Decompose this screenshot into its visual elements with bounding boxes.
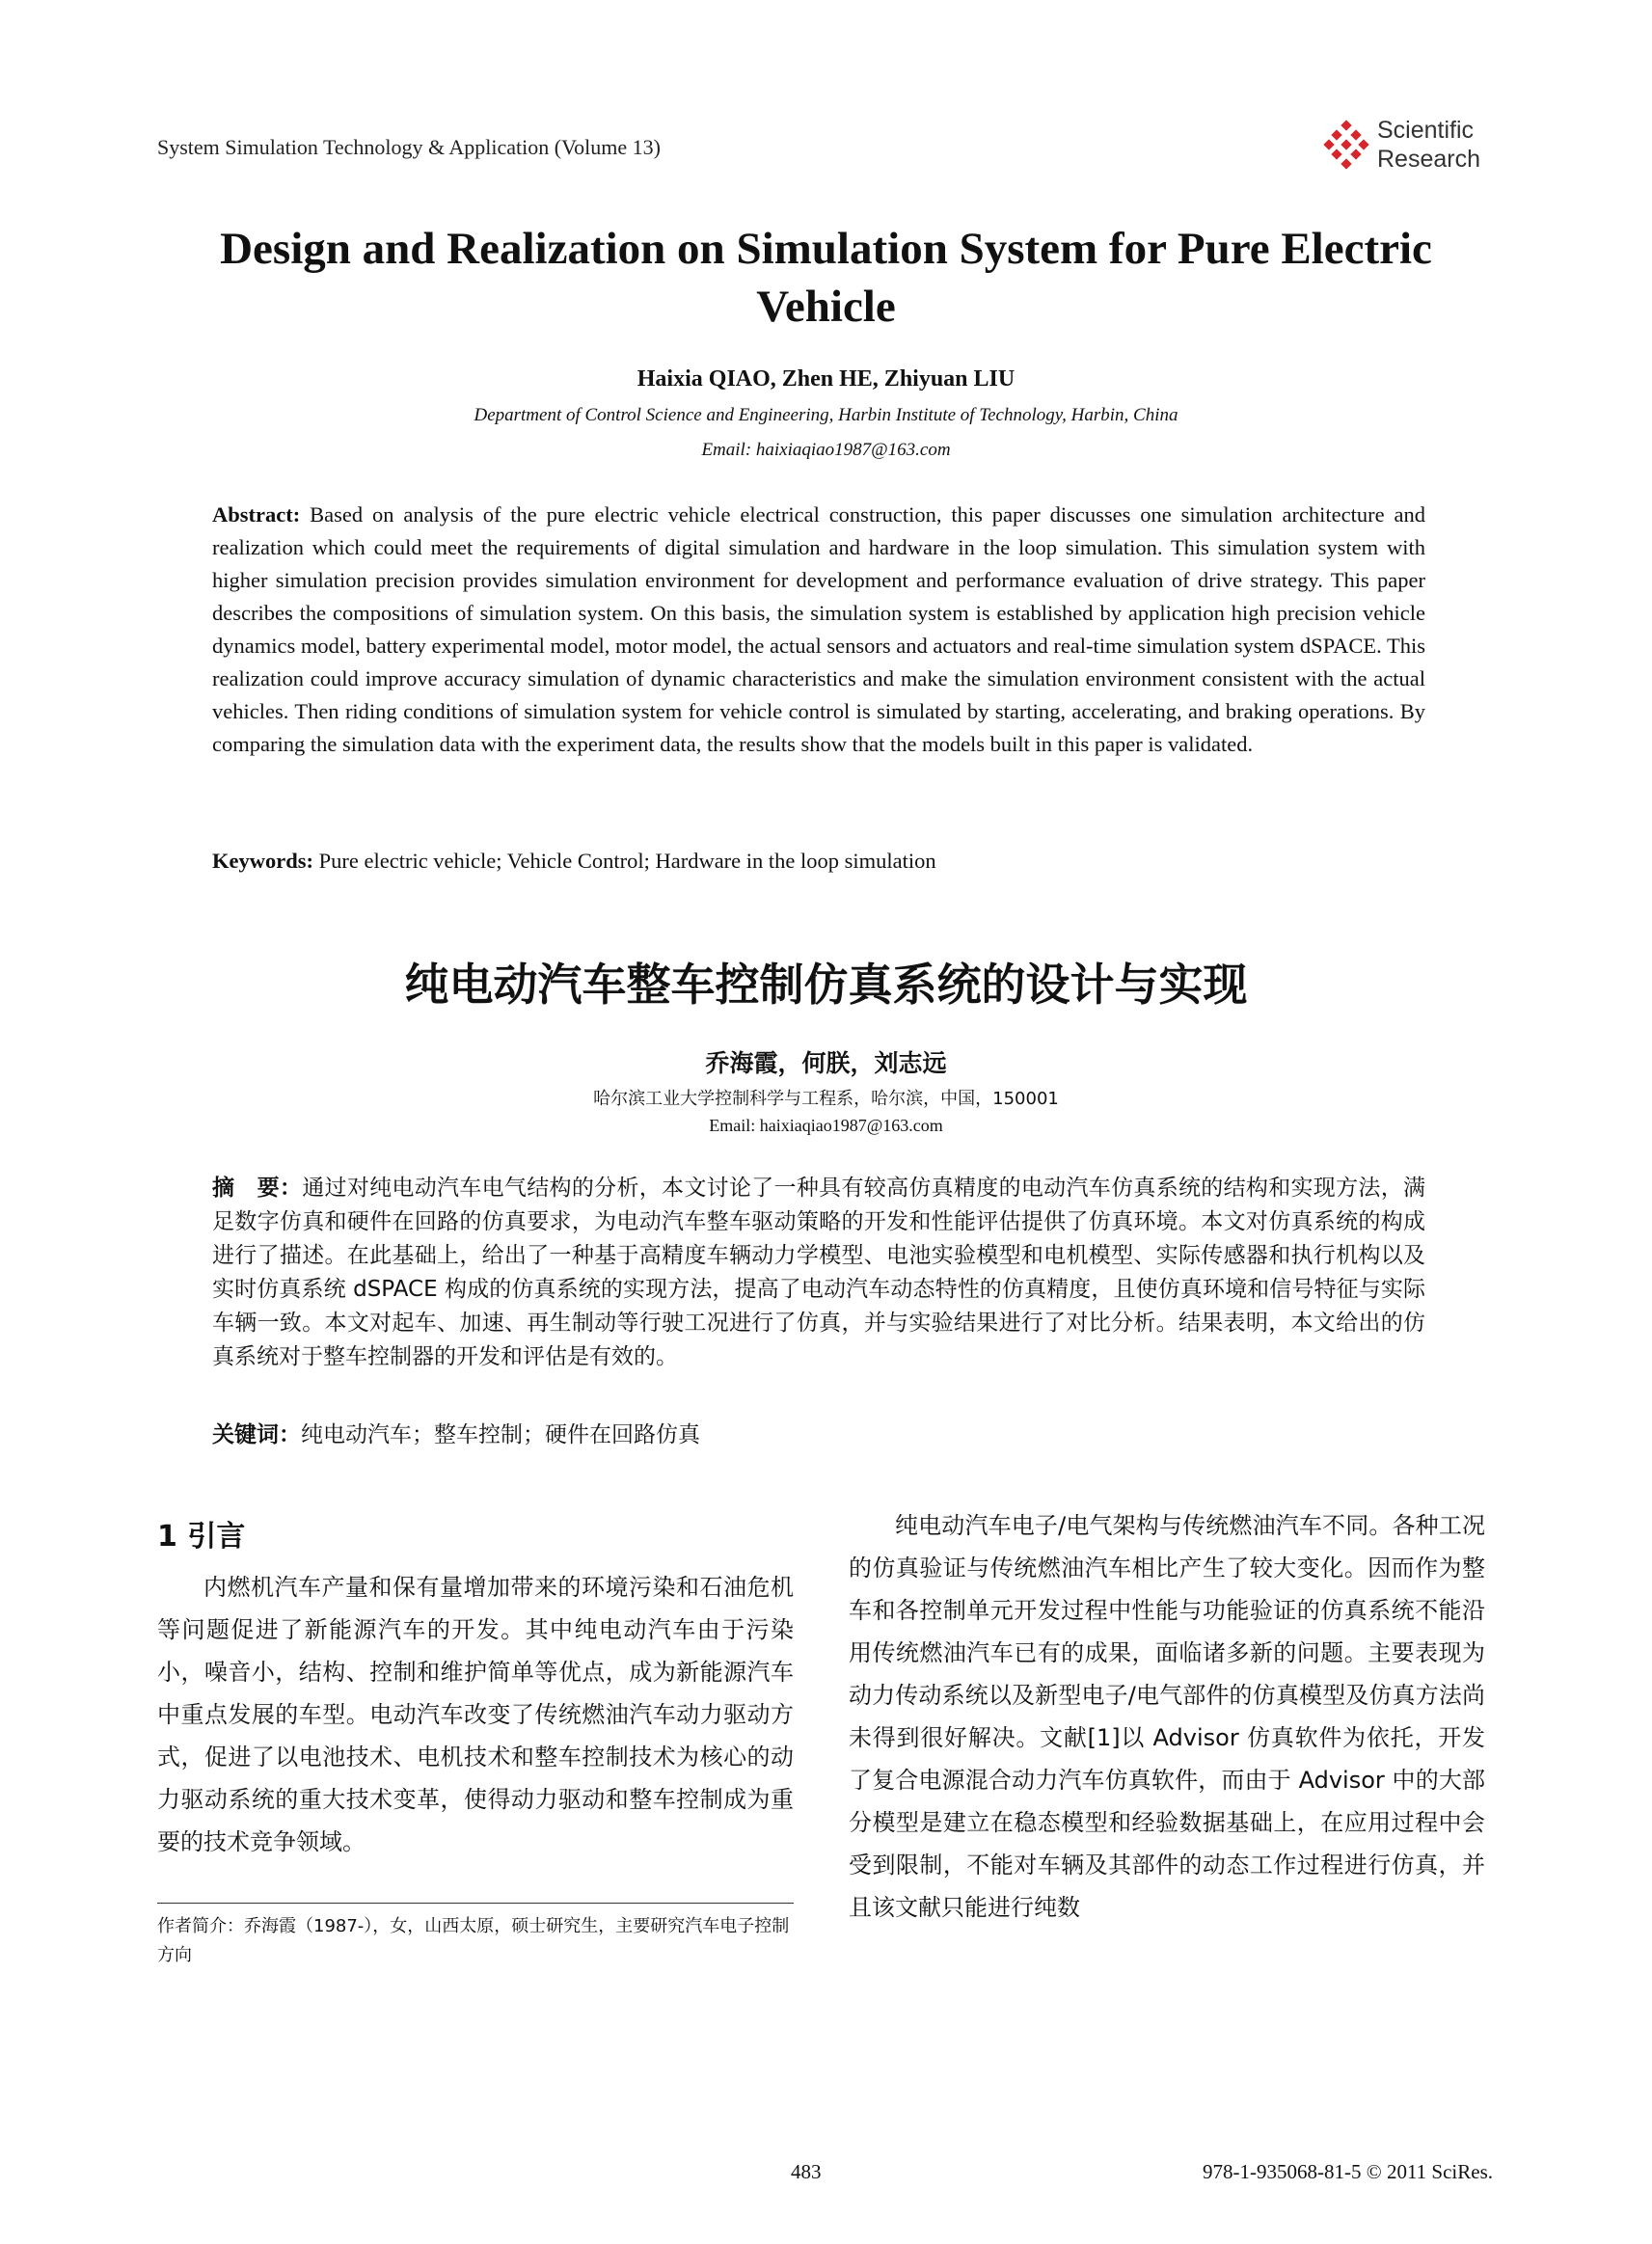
keywords-label: Keywords: — [212, 849, 313, 873]
left-paragraph: 内燃机汽车产量和保有量增加带来的环境污染和石油危机等问题促进了新能源汽车的开发。其中纯电动汽车由于污染小，噪音小，结构、控制和维护简单等优点，成为新能源汽车中重点发展的车型。电动汽车改变了传统燃油汽车动力驱动方式，促进了以电池技术、电机技术和整车控制技术为核心的动力驱动系统的重大技术变革，使得动力驱动和整车控制成为重要的技术竞争领域。 — [157, 1574, 794, 1855]
authors-cn: 乔海霞，何朕，刘志远 — [705, 1049, 947, 1077]
affiliation-cn: 哈尔滨工业大学控制科学与工程系，哈尔滨，中国，150001 — [593, 1089, 1059, 1109]
abstract — [212, 499, 1425, 761]
left-column — [157, 1566, 794, 1863]
publisher-logo — [1323, 114, 1492, 183]
abstract-cn-text: 通过对纯电动汽车电气结构的分析，本文讨论了一种具有较高仿真精度的电动汽车仿真系统的结构和实现方法，满足数字仿真和硬件在回路的仿真要求，为电动汽车整车驱动策略的开发和性能评估提供了仿真环境。本文对仿真系统的构成进行了描述。在此基础上，给出了一种基于高精度车辆动力学模型、电池实验模型和电机模型、实际传感器和执行机构以及实时仿真系统 dSPACE 构成的仿真系统的实现方法，提高了电动汽车动态特性的仿真精度，且使仿真环境和信号特征与实际车辆一致。本文对起车、加速、再生制动等行驶工况进行了仿真，并与实验结果进行了对比分析。结果表明，本文给出的仿真系统对于整车控制器的开发和评估是有效的。 — [212, 1176, 1426, 1369]
abstract-label: Abstract: — [212, 502, 301, 527]
author-footnote: 作者简介：乔海霞（1987-），女，山西太原，硕士研究生，主要研究汽车电子控制方向 — [157, 1916, 790, 1965]
paper-title-cn: 纯电动汽车整车控制仿真系统的设计与实现 — [404, 959, 1248, 1011]
email: Email: haixiaqiao1987@163.com — [701, 440, 951, 460]
copyright: 978-1-935068-81-5 © 2011 SciRes. — [1203, 2160, 1493, 2183]
paper-title: Design and Realization on Simulation System for Pure Electric Vehicle — [220, 224, 1432, 332]
keywords — [212, 849, 1425, 874]
keywords-cn-text: 纯电动汽车；整车控制；硬件在回路仿真 — [301, 1422, 700, 1447]
keywords-cn-label: 关键词： — [212, 1422, 301, 1447]
footnote-divider — [157, 1903, 794, 1904]
right-paragraph: 纯电动汽车电子/电气架构与传统燃油汽车不同。各种工况的仿真验证与传统燃油汽车相比产生了较大变化。因而作为整车和各控制单元开发过程中性能与功能验证的仿真系统不能沿用传统燃油汽车已有的成果，面临诸多新的问题。主要表现为动力传动系统以及新型电子/电气部件的仿真模型及仿真方法尚未得到很好解决。文献[1]以 Advisor 仿真软件为依托，开发了复合电源混合动力汽车仿真软件，而由于 Advisor 中的大部分模型是建立在稳态模型和经验数据基础上，在应用过程中会受到限制，不能对车辆及其部件的动态工作过程进行仿真，并且该文献只能进行纯数 — [849, 1512, 1485, 1921]
abstract-text: Based on analysis of the pure electric vehicle electrical construction, this paper discusses one simulation architecture and realization which could meet the requirements of digital simulation and hardware in the loop simulation. This simulation system with higher simulation precision provides simulation environment for development and performance evaluation of drive strategy. This paper describes the compositions of simulation system. On this basis, the simulation system is established by application high precision vehicle dynamics model, battery experimental model, motor model, the actual sensors and actuators and real-time simulation system dSPACE. This realization could improve accuracy simulation of dynamic characteristics and make the simulation environment consistent with the actual vehicles. Then riding conditions of simulation system for vehicle control is simulated by starting, accelerating, and braking operations. By comparing the simulation data with the experiment data, the results show that the models built in this paper is validated. — [212, 502, 1425, 756]
logo-text — [1377, 116, 1480, 174]
abstract-cn-label: 摘 要： — [212, 1176, 303, 1201]
section-heading: 1 引言 — [157, 1520, 246, 1554]
running-head: System Simulation Technology & Application (Volume 13) — [157, 135, 661, 159]
keywords-text: Pure electric vehicle; Vehicle Control; Hardware in the loop simulation — [318, 849, 936, 873]
email-cn: Email: haixiaqiao1987@163.com — [709, 1116, 943, 1135]
affiliation: Department of Control Science and Engineering, Harbin Institute of Technology, Harbin, China — [474, 405, 1178, 425]
logo-line-2: Research — [1377, 146, 1480, 173]
logo-line-1: Scientific — [1377, 117, 1475, 144]
authors: Haixia QIAO, Zhen HE, Zhiyuan LIU — [636, 366, 1016, 392]
page-number: 483 — [791, 2160, 822, 2183]
right-column — [849, 1504, 1485, 1929]
scientific-research-logo-icon — [1323, 120, 1373, 170]
keywords-cn — [212, 1417, 1425, 1448]
abstract-cn — [212, 1172, 1425, 1374]
